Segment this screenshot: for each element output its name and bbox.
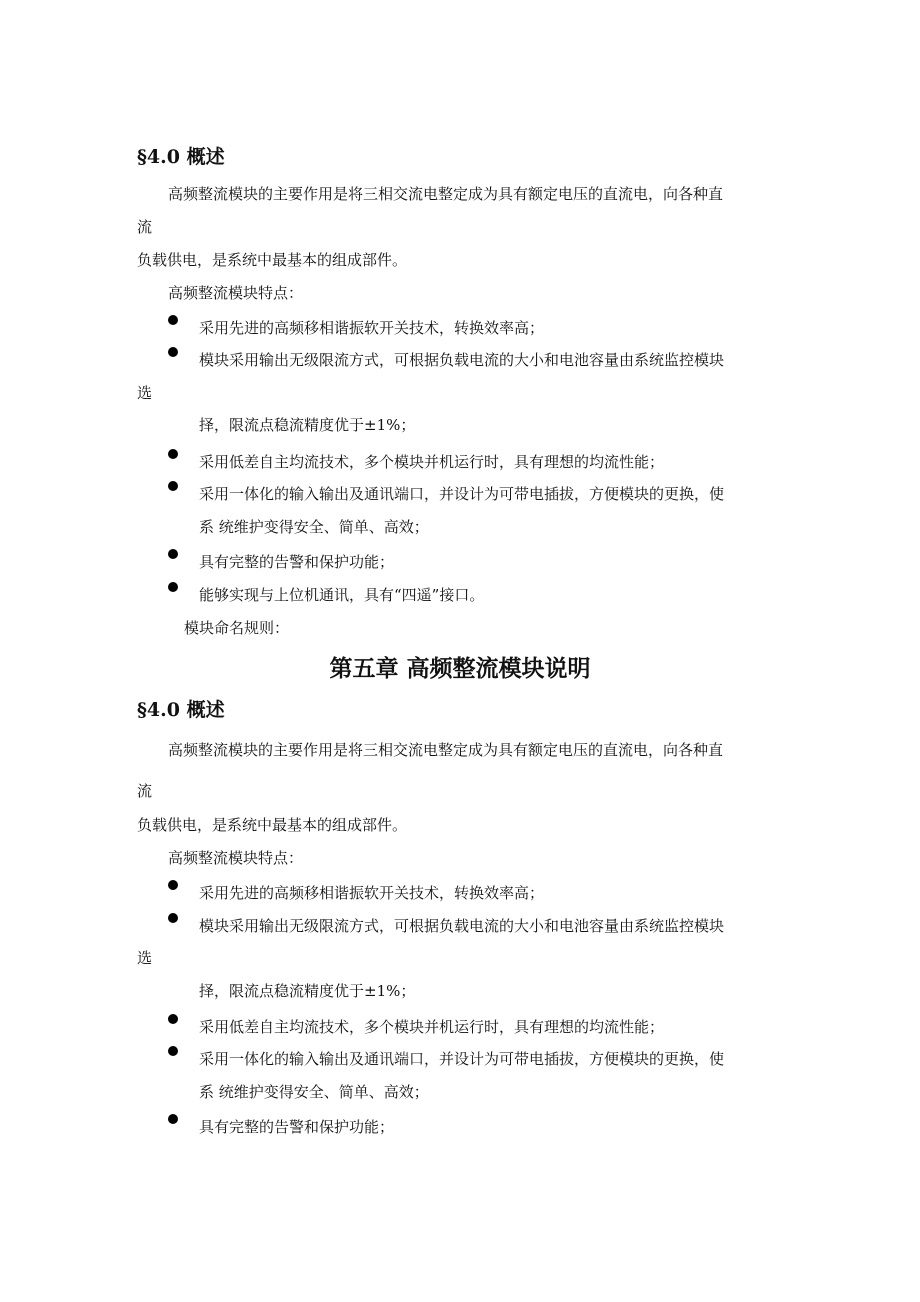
- bullet-item: 采用低差自主均流技术，多个模块并机运行时，具有理想的均流性能；: [199, 1018, 665, 1036]
- bullet-item: 具有完整的告警和保护功能；: [199, 553, 395, 571]
- features-label: 高频整流模块特点：: [168, 284, 304, 302]
- bullet-item: 采用先进的高频移相谐振软开关技术，转换效率高；: [199, 319, 545, 337]
- bullet-icon: [168, 913, 178, 923]
- intro-line: 高频整流模块的主要作用是将三相交流电整定成为具有额定电压的直流电，向各种直: [168, 185, 724, 203]
- bullet-icon: [168, 549, 178, 559]
- bullet-icon: [168, 1114, 178, 1124]
- bullet-wrap-char: 选: [137, 949, 153, 967]
- bullet-item: 具有完整的告警和保护功能；: [199, 1118, 395, 1136]
- bullet-item: 采用一体化的输入输出及通讯端口，并设计为可带电插拔，方便模块的更换，使: [199, 485, 725, 503]
- bullet-icon: [168, 1046, 178, 1056]
- chapter-title: 第五章 高频整流模块说明: [329, 655, 591, 682]
- features-label: 高频整流模块特点：: [168, 849, 304, 867]
- bullet-icon: [168, 1014, 178, 1024]
- bullet-continuation: 系 统维护变得安全、简单、高效；: [199, 1083, 429, 1101]
- bullet-item: 能够实现与上位机通讯，具有“四遥”接口。: [199, 586, 485, 604]
- bullet-item: 模块采用输出无级限流方式，可根据负载电流的大小和电池容量由系统监控模块: [199, 351, 725, 369]
- bullet-icon: [168, 315, 178, 325]
- bullet-item: 采用先进的高频移相谐振软开关技术，转换效率高；: [199, 884, 545, 902]
- bullet-item: 采用一体化的输入输出及通讯端口，并设计为可带电插拔，方便模块的更换，使: [199, 1050, 725, 1068]
- section-heading: §4.0 概述: [137, 146, 225, 168]
- bullet-icon: [168, 449, 178, 459]
- bullet-icon: [168, 347, 178, 357]
- bullet-wrap-char: 选: [137, 384, 153, 402]
- intro-line-2: 负载供电，是系统中最基本的组成部件。: [137, 251, 408, 269]
- intro-line-2: 负载供电，是系统中最基本的组成部件。: [137, 816, 408, 834]
- intro-line: 高频整流模块的主要作用是将三相交流电整定成为具有额定电压的直流电，向各种直: [168, 741, 724, 759]
- bullet-item: 模块采用输出无级限流方式，可根据负载电流的大小和电池容量由系统监控模块: [199, 917, 725, 935]
- bullet-continuation: 择，限流点稳流精度优于±1%；: [199, 982, 416, 1000]
- bullet-continuation: 择，限流点稳流精度优于±1%；: [199, 416, 416, 434]
- bullet-icon: [168, 880, 178, 890]
- intro-wrap-char: 流: [137, 218, 153, 236]
- naming-rules-label: 模块命名规则：: [184, 619, 290, 637]
- bullet-continuation: 系 统维护变得安全、简单、高效；: [199, 518, 429, 536]
- section-heading: §4.0 概述: [137, 699, 225, 721]
- bullet-icon: [168, 481, 178, 491]
- bullet-icon: [168, 582, 178, 592]
- bullet-item: 采用低差自主均流技术，多个模块并机运行时，具有理想的均流性能；: [199, 453, 665, 471]
- intro-wrap-char: 流: [137, 782, 153, 800]
